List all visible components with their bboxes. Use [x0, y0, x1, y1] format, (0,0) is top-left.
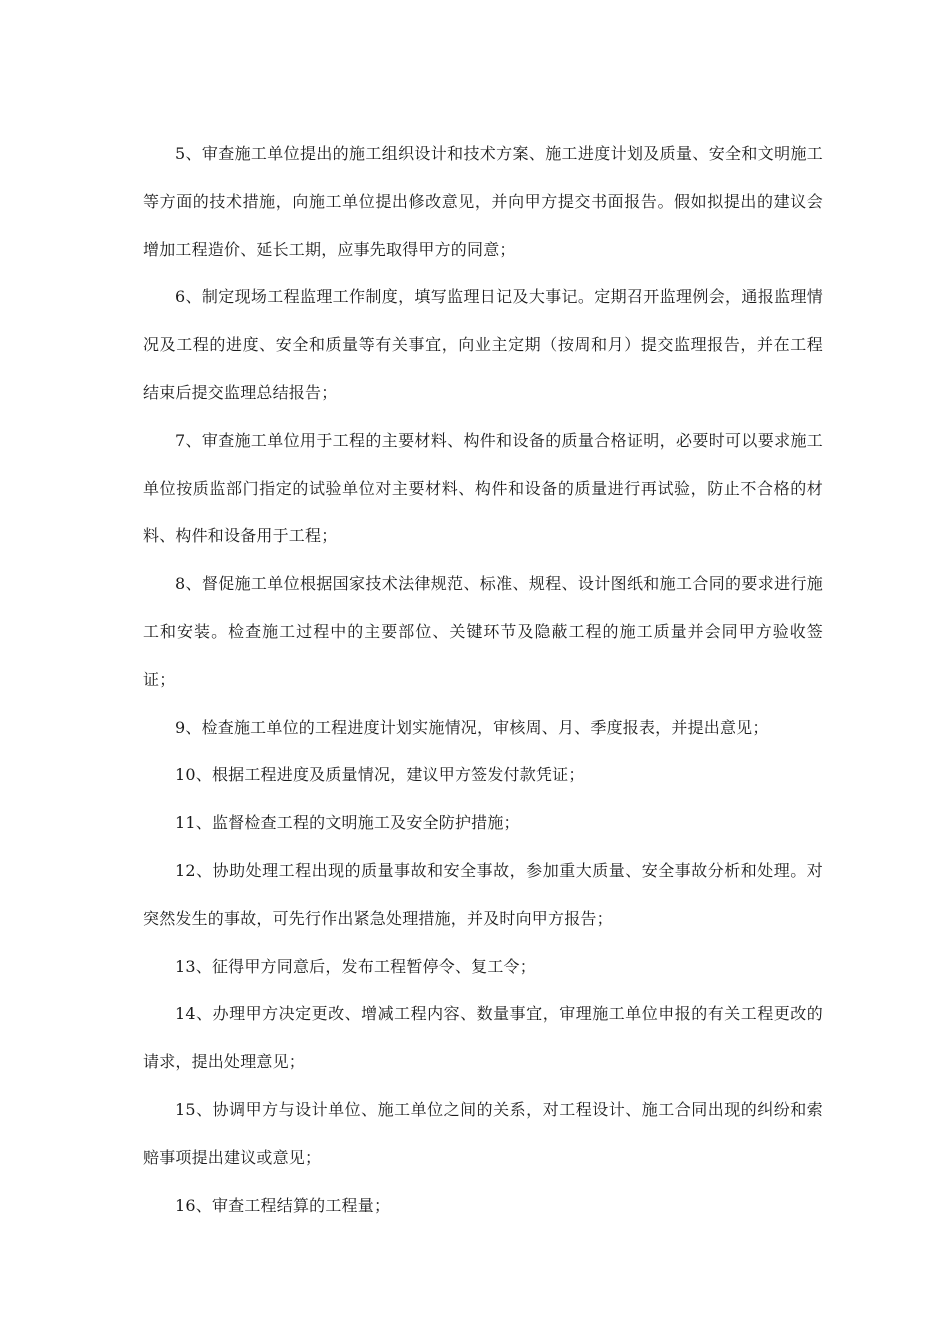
paragraph-item-13: 13、征得甲方同意后，发布工程暂停令、复工令；	[175, 956, 536, 976]
paragraph-item-15: 15、协调甲方与设计单位、施工单位之间的关系，对工程设计、施工合同出现的纠纷和索赔事项提出建议或意见；	[143, 1099, 823, 1167]
paragraph-item-9: 9、检查施工单位的工程进度计划实施情况，审核周、月、季度报表，并提出意见；	[175, 717, 769, 737]
paragraph-item-11: 11、监督检查工程的文明施工及安全防护措施；	[175, 813, 520, 833]
paragraph-item-14: 14、办理甲方决定更改、增减工程内容、数量事宜，审理施工单位申报的有关工程更改的请求，提出处理意见；	[143, 1004, 823, 1072]
document-body	[143, 130, 823, 1229]
paragraph-item-8: 8、督促施工单位根据国家技术法律规范、标准、规程、设计图纸和施工合同的要求进行施工和安装。检查施工过程中的主要部位、关键环节及隐蔽工程的施工质量并会同甲方验收签证；	[143, 574, 823, 689]
paragraph-item-10: 10、根据工程进度及质量情况，建议甲方签发付款凭证；	[175, 765, 585, 785]
paragraph-item-5: 5、审查施工单位提出的施工组织设计和技术方案、施工进度计划及质量、安全和文明施工等方面的技术措施，向施工单位提出修改意见，并向甲方提交书面报告。假如拟提出的建议会增加工程造价、延长工期，应事先取得甲方的同意；	[143, 144, 823, 259]
paragraph-item-12: 12、协助处理工程出现的质量事故和安全事故，参加重大质量、安全事故分析和处理。对突然发生的事故，可先行作出紧急处理措施，并及时向甲方报告；	[143, 860, 823, 928]
paragraph-item-16: 16、审查工程结算的工程量；	[175, 1195, 391, 1215]
paragraph-item-7: 7、审查施工单位用于工程的主要材料、构件和设备的质量合格证明，必要时可以要求施工单位按质监部门指定的试验单位对主要材料、构件和设备的质量进行再试验，防止不合格的材料、构件和设备用于工程；	[143, 430, 823, 546]
paragraph-item-6: 6、制定现场工程监理工作制度，填写监理日记及大事记。定期召开监理例会，通报监理情况及工程的进度、安全和质量等有关事宜，向业主定期（按周和月）提交监理报告，并在工程结束后提交监理总结报告；	[143, 287, 823, 402]
